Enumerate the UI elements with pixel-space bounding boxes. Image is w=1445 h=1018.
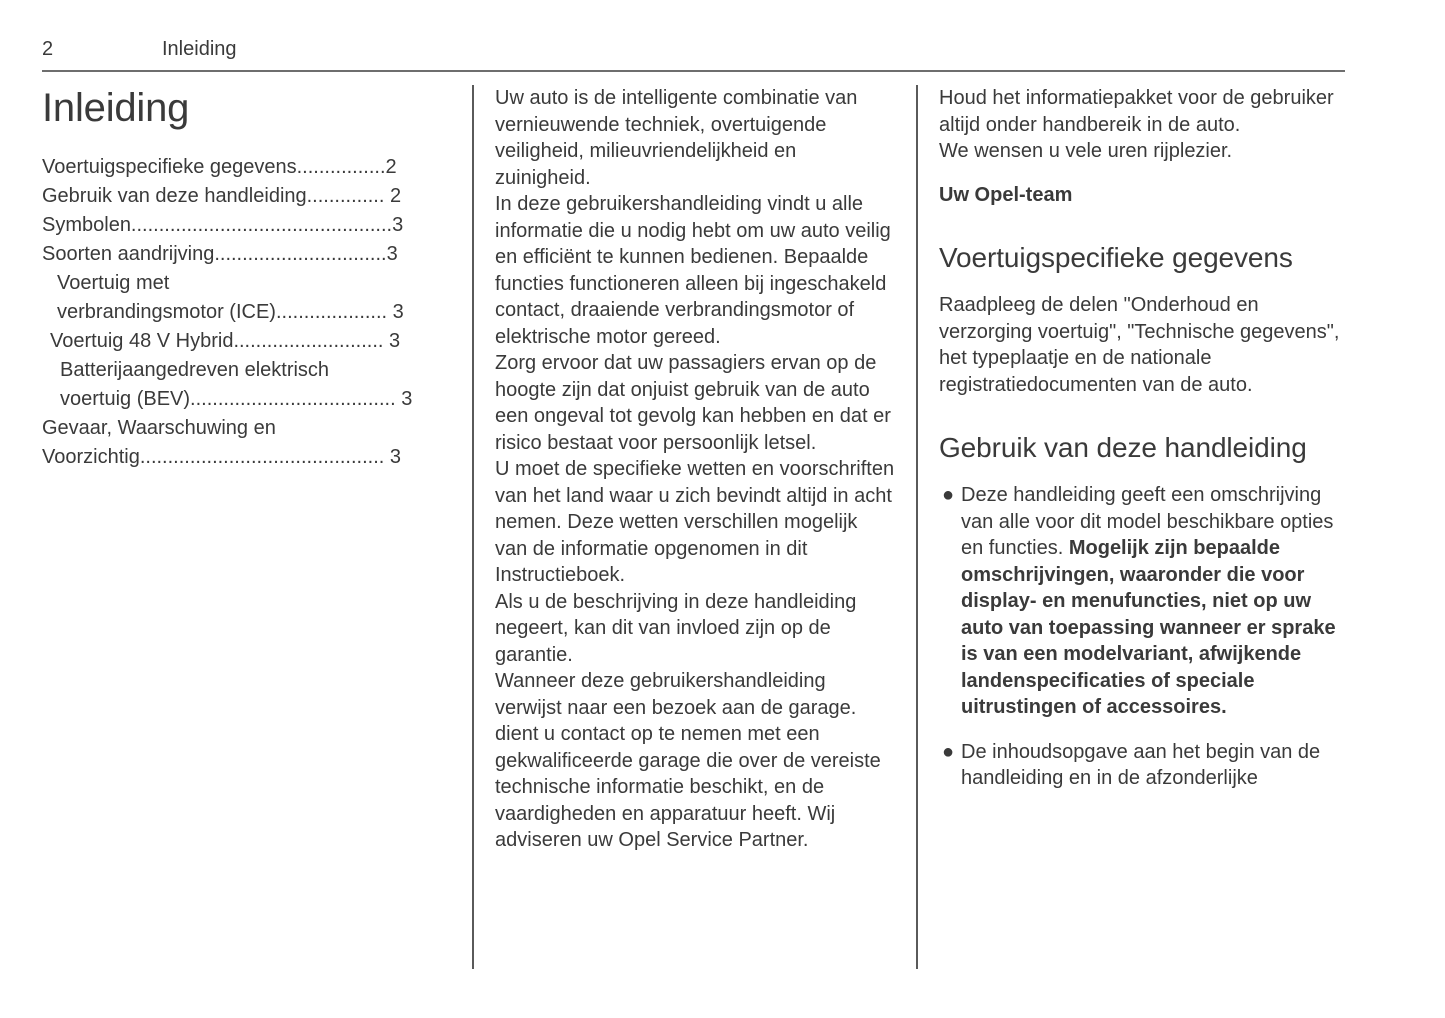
toc-entry[interactable]: Batterijaangedreven elektrisch	[60, 359, 330, 381]
toc-entry[interactable]: Voorzichtig............................................ 3	[42, 446, 402, 468]
header-chapter-title: Inleiding	[162, 38, 237, 60]
toc-entry[interactable]: Voertuig met	[57, 272, 170, 294]
list-item-text	[961, 741, 1320, 790]
body-paragraph: Zorg ervoor dat uw passagiers ervan op de hoogte zijn dat onjuist gebruik van de auto een ongeval tot gevolg kan hebben en dat er risico bestaat voor persoonlijk letsel.	[495, 352, 891, 454]
body-paragraph: We wensen u vele uren rijplezier.	[939, 140, 1233, 162]
toc-entry[interactable]: Soorten aandrijving...............................3	[42, 243, 398, 265]
toc-entry[interactable]: Gevaar, Waarschuwing en	[42, 417, 276, 439]
bullet-list	[939, 482, 1347, 792]
page-number: 2	[42, 38, 54, 60]
list-item-normal: Deze handleiding geeft een omschrijving van alle voor dit model beschikbare opties en functies.	[961, 484, 1334, 559]
running-header	[42, 36, 1345, 72]
section-title-vehicle-data: Voertuigspecifieke gegevens	[939, 242, 1293, 273]
column-divider-2	[916, 85, 918, 969]
body-paragraph: Raadpleeg de delen "Onderhoud en verzorging voertuig", "Technische gegevens", het typeplaatje en de nationale registratiedocumenten van de auto.	[939, 294, 1340, 396]
list-item-normal: De inhoudsopgave aan het begin van de handleiding en in de afzonderlijke	[961, 740, 1321, 789]
column-right	[939, 85, 1347, 810]
column-middle	[495, 85, 895, 854]
list-item-emphasis: Mogelijk zijn bepaalde omschrijvingen, waaronder die voor display- en menufuncties, niet op uw auto van toepassing wanneer er sprake is van een modelvariant, afwijkende landenspecificaties of speciale uitrustingen of accessoires.	[961, 537, 1336, 718]
column-divider-1	[472, 85, 474, 969]
toc-entry[interactable]: Symbolen...............................................3	[42, 214, 404, 236]
signature-line: Uw Opel-team	[939, 183, 1073, 206]
column-layout	[42, 85, 1345, 969]
body-paragraph: U moet de specifieke wetten en voorschriften van het land waar u zich bevindt altijd in acht nemen. Deze wetten verschillen mogelijk van de informatie opgenomen in dit Instructieboek.	[495, 458, 895, 586]
toc-entry[interactable]: Voertuigspecifieke gegevens................2	[42, 156, 397, 178]
toc-entry[interactable]: voertuig (BEV)..................................... 3	[60, 388, 413, 410]
body-paragraph: Als u de beschrijving in deze handleiding negeert, kan dit van invloed zijn op de garantie.	[495, 590, 857, 666]
toc-entry[interactable]: Voertuig 48 V Hybrid........................... 3	[50, 330, 401, 352]
list-item	[939, 482, 1347, 721]
body-paragraph: Uw auto is de intelligente combinatie van vernieuwende techniek, overtuigende veiligheid, milieuvriendelijkheid en zuinigheid.	[495, 87, 858, 189]
column-left	[42, 85, 442, 472]
table-of-contents	[42, 153, 442, 472]
section-title-using-manual: Gebruik van deze handleiding	[939, 432, 1307, 463]
list-item-text	[961, 484, 1336, 718]
list-item	[939, 739, 1347, 792]
toc-entry[interactable]: Gebruik van deze handleiding.............. 2	[42, 185, 402, 207]
bullet-dot-icon: ●	[942, 740, 955, 763]
body-paragraph: In deze gebruikershandleiding vindt u alle informatie die u nodig hebt om uw auto veilig en efficiënt te kunnen bedienen. Bepaalde functies functioneren alleen bij ingeschakeld contact, draaiende verbrandingsmotor of elektrische motor gereed.	[495, 193, 891, 348]
toc-entry[interactable]: verbrandingsmotor (ICE).................... 3	[57, 301, 404, 323]
bullet-dot-icon: ●	[942, 484, 955, 506]
chapter-title: Inleiding	[42, 86, 190, 130]
body-paragraph: Houd het informatiepakket voor de gebruiker altijd onder handbereik in de auto.	[939, 87, 1334, 136]
body-paragraph: Wanneer deze gebruikershandleiding verwijst naar een bezoek aan de garage. dient u contact op te nemen met een gekwalificeerde garage die over de vereiste technische informatie beschikt, en de vaardigheden en apparatuur heeft. Wij adviseren uw Opel Service Partner.	[495, 670, 881, 851]
